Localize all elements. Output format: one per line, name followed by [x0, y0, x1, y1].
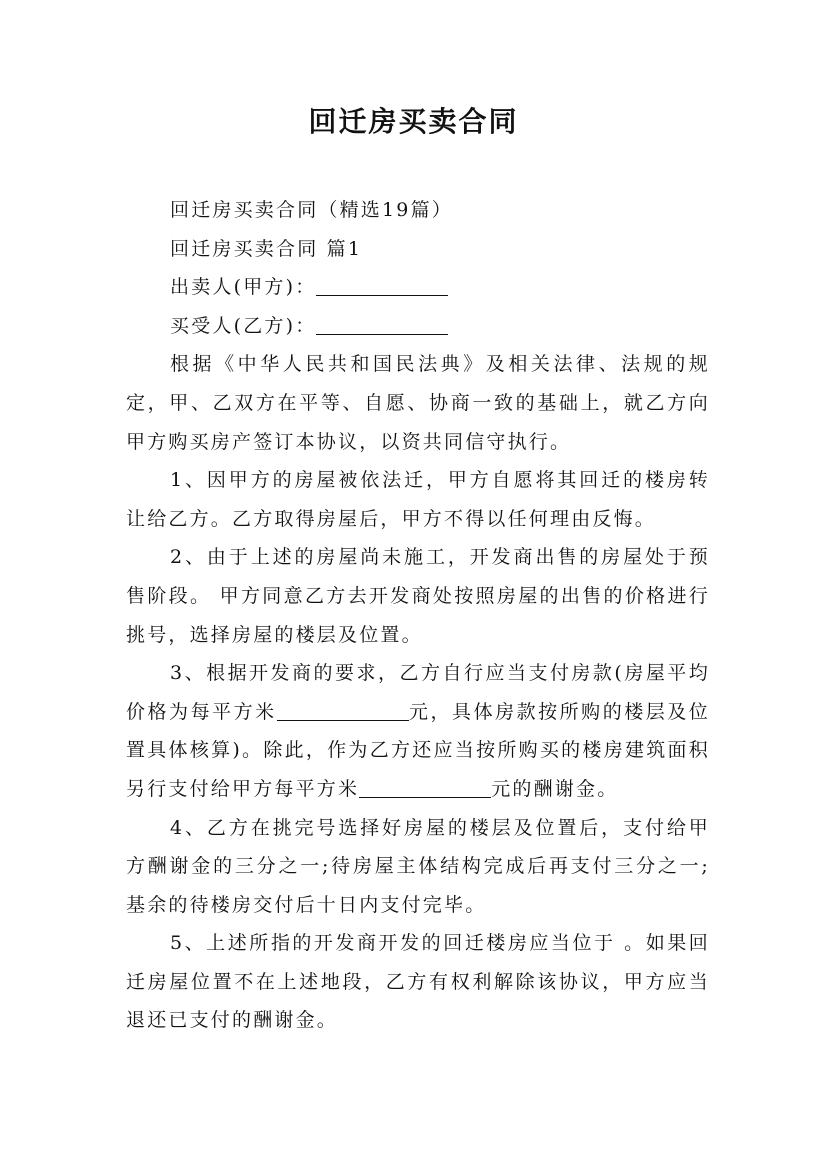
- document-title: 回迁房买卖合同: [308, 105, 519, 138]
- clause-4: 4、乙方在挑完号选择好房屋的楼层及位置后，支付给甲方酬谢金的三分之一;待房屋主体结构完成后再支付三分之一;基余的待楼房交付后十日内支付完毕。: [126, 816, 710, 916]
- price-blank: [277, 702, 409, 721]
- buyer-label: 买受人(乙方)：: [170, 314, 317, 337]
- clause-3-part-3: 元的酬谢金。: [491, 777, 619, 800]
- seller-label: 出卖人(甲方)：: [170, 276, 317, 299]
- clause-3: [126, 654, 710, 808]
- document-subtitle: 回迁房买卖合同（精选19篇）: [170, 199, 453, 221]
- chapter-heading: 回迁房买卖合同 篇1: [170, 237, 363, 260]
- document-body: [126, 191, 710, 1040]
- clause-1: 1、因甲方的房屋被依法迁，甲方自愿将其回迁的楼房转让给乙方。乙方取得房屋后，甲方不得以任何理由反悔。: [126, 469, 710, 530]
- intro-paragraph: 根据《中华人民共和国民法典》及相关法律、法规的规定，甲、乙双方在平等、自愿、协商一致的基础上，就乙方向甲方购买房产签订本协议，以资共同信守执行。: [126, 353, 710, 453]
- seller-blank: [316, 277, 448, 296]
- buyer-line: [126, 307, 710, 346]
- clause-3-part-1: 3、根据开发商的要求，乙方自行应当支付房款(房屋平均价格为每平方米: [126, 662, 710, 723]
- clause-5: 5、上述所指的开发商开发的回迁楼房应当位于 。如果回迁房屋位置不在上述地段，乙方有权利解除该协议，甲方应当退还已支付的酬谢金。: [126, 932, 710, 1032]
- clause-2: 2、由于上述的房屋尚未施工，开发商出售的房屋处于预售阶段。 甲方同意乙方去开发商处按照房屋的出售的价格进行挑号，选择房屋的楼层及位置。: [126, 546, 710, 646]
- reward-blank: [359, 779, 491, 798]
- seller-line: [126, 268, 710, 307]
- buyer-blank: [316, 316, 448, 335]
- clause-3-part-2: 元，具体房款按所购的楼层及位置具体核算)。除此，作为乙方还应当按所购买的楼房建筑面积另行支付给甲方每平方米: [126, 700, 710, 800]
